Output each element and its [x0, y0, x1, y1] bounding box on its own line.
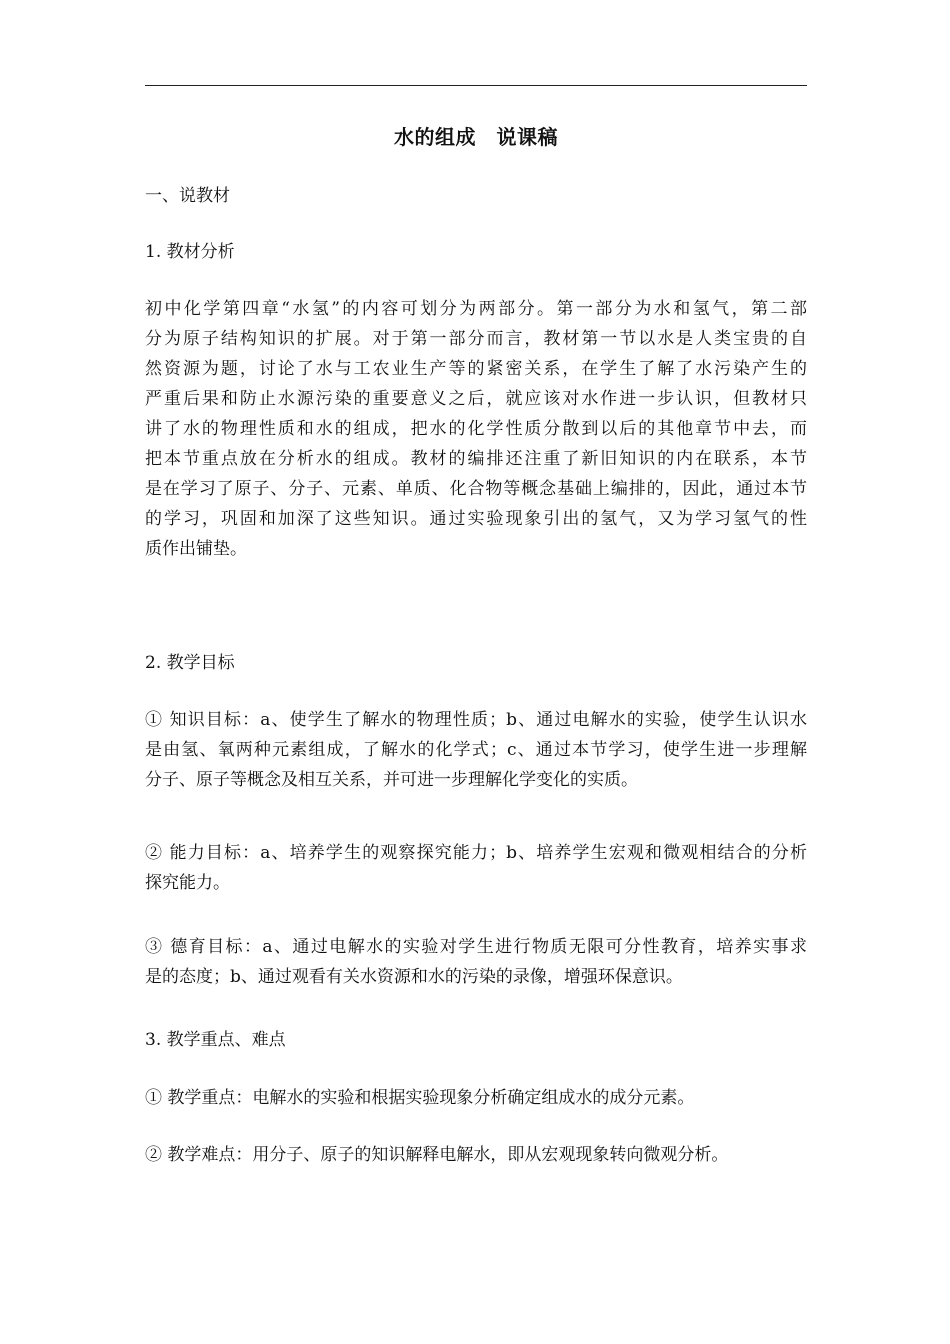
document-title: 水的组成 说课稿	[394, 125, 558, 149]
paragraph-line: ② 能力目标：a、培养学生的观察探究能力；b、培养学生宏观和微观相结合的分析	[145, 843, 807, 863]
paragraph-line: 是的态度；b、通过观看有关水资源和水的污染的录像，增强环保意识。	[145, 967, 683, 987]
subheading-text: 2. 教学目标	[145, 653, 235, 673]
paragraph-line: ① 教学重点：电解水的实验和根据实验现象分析确定组成水的成分元素。	[145, 1088, 695, 1108]
paragraph-line: ③ 德育目标：a、通过电解水的实验对学生进行物质无限可分性教育，培养实事求	[145, 937, 807, 957]
paragraph-line: 是在学习了原子、分子、元素、单质、化合物等概念基础上编排的，因此，通过本节	[145, 479, 807, 499]
paragraph-textbook-analysis	[145, 294, 807, 564]
paragraph-line: 初中化学第四章“水氢”的内容可划分为两部分。第一部分为水和氢气，第二部	[145, 299, 807, 319]
paragraph-knowledge-goal	[145, 705, 807, 795]
paragraph-line: 讲了水的物理性质和水的组成，把水的化学性质分散到以后的其他章节中去，而	[145, 419, 807, 439]
paragraph-line: 质作出铺垫。	[145, 539, 247, 559]
paragraph-line: ① 知识目标：a、使学生了解水的物理性质；b、通过电解水的实验，使学生认识水	[145, 710, 807, 730]
header-rule	[145, 85, 807, 86]
subheading-text: 3. 教学重点、难点	[145, 1030, 286, 1050]
section-heading-text: 一、说教材	[145, 186, 230, 206]
paragraph-line: 的学习，巩固和加深了这些知识。通过实验现象引出的氢气，又为学习氢气的性	[145, 509, 807, 529]
subheading-teaching-goals	[145, 648, 807, 678]
paragraph-line: 把本节重点放在分析水的组成。教材的编排还注重了新旧知识的内在联系，本节	[145, 449, 807, 469]
paragraph-line: 分子、原子等概念及相互关系，并可进一步理解化学变化的实质。	[145, 770, 638, 790]
paragraph-line: 分为原子结构知识的扩展。对于第一部分而言，教材第一节以水是人类宝贵的自	[145, 329, 807, 349]
subheading-key-difficult-points	[145, 1025, 807, 1055]
paragraph-line: 然资源为题，讨论了水与工农业生产等的紧密关系，在学生了解了水污染产生的	[145, 359, 807, 379]
paragraph-line: 探究能力。	[145, 873, 230, 893]
paragraph-ability-goal	[145, 838, 807, 898]
paragraph-difficult-point	[145, 1140, 807, 1170]
paragraph-line: 是由氢、氧两种元素组成，了解水的化学式；c、通过本节学习，使学生进一步理解	[145, 740, 807, 760]
paragraph-moral-goal	[145, 932, 807, 992]
subheading-text: 1. 教材分析	[145, 242, 235, 262]
paragraph-key-point	[145, 1083, 807, 1113]
paragraph-line: 严重后果和防止水源污染的重要意义之后，就应该对水作进一步认识，但教材只	[145, 389, 807, 409]
section-heading-textbook	[145, 181, 807, 211]
subheading-textbook-analysis	[145, 237, 807, 267]
paragraph-line: ② 教学难点：用分子、原子的知识解释电解水，即从宏观现象转向微观分析。	[145, 1145, 729, 1165]
document-page	[145, 0, 807, 1344]
